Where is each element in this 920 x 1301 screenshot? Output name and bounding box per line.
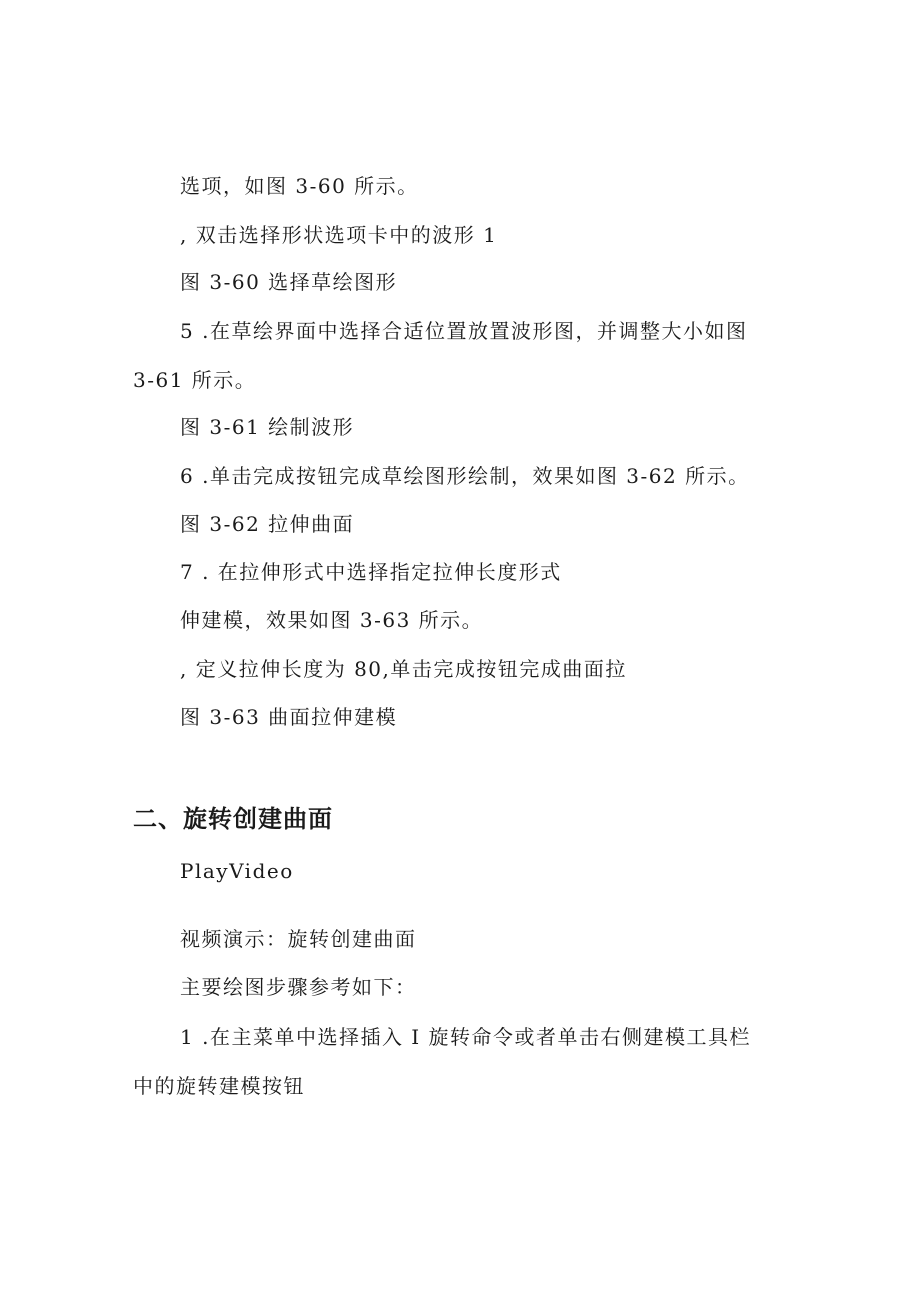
paragraph-line: , 双击选择形状选项卡中的波形 1 [180, 223, 498, 247]
paragraph-line: 7 . 在拉伸形式中选择指定拉伸长度形式 [180, 560, 562, 584]
paragraph-line: 主要绘图步骤参考如下： [180, 975, 417, 999]
figure-caption: 图 3-63 曲面拉伸建模 [180, 705, 398, 729]
figure-caption: 图 3-60 选择草绘图形 [180, 270, 398, 294]
section-heading: 二、旋转创建曲面 [133, 805, 333, 833]
paragraph-line: 中的旋转建模按钮 [133, 1074, 305, 1098]
paragraph-line: 选项，如图 3-60 所示。 [180, 174, 419, 198]
figure-caption: 图 3-62 拉伸曲面 [180, 512, 355, 536]
paragraph-line: 1 .在主菜单中选择插入 I 旋转命令或者单击右侧建模工具栏 [180, 1025, 752, 1049]
paragraph-line: 5 .在草绘界面中选择合适位置放置波形图，并调整大小如图 [180, 319, 748, 343]
paragraph-line: 视频演示：旋转创建曲面 [180, 927, 417, 951]
paragraph-line: 伸建模，效果如图 3-63 所示。 [180, 608, 484, 632]
figure-caption: 图 3-61 绘制波形 [180, 415, 355, 439]
video-link[interactable]: PlayVideo [180, 859, 294, 883]
paragraph-line: , 定义拉伸长度为 80,单击完成按钮完成曲面拉 [180, 657, 627, 681]
paragraph-line: 6 .单击完成按钮完成草绘图形绘制，效果如图 3-62 所示。 [180, 464, 750, 488]
paragraph-line: 3-61 所示。 [133, 368, 257, 392]
